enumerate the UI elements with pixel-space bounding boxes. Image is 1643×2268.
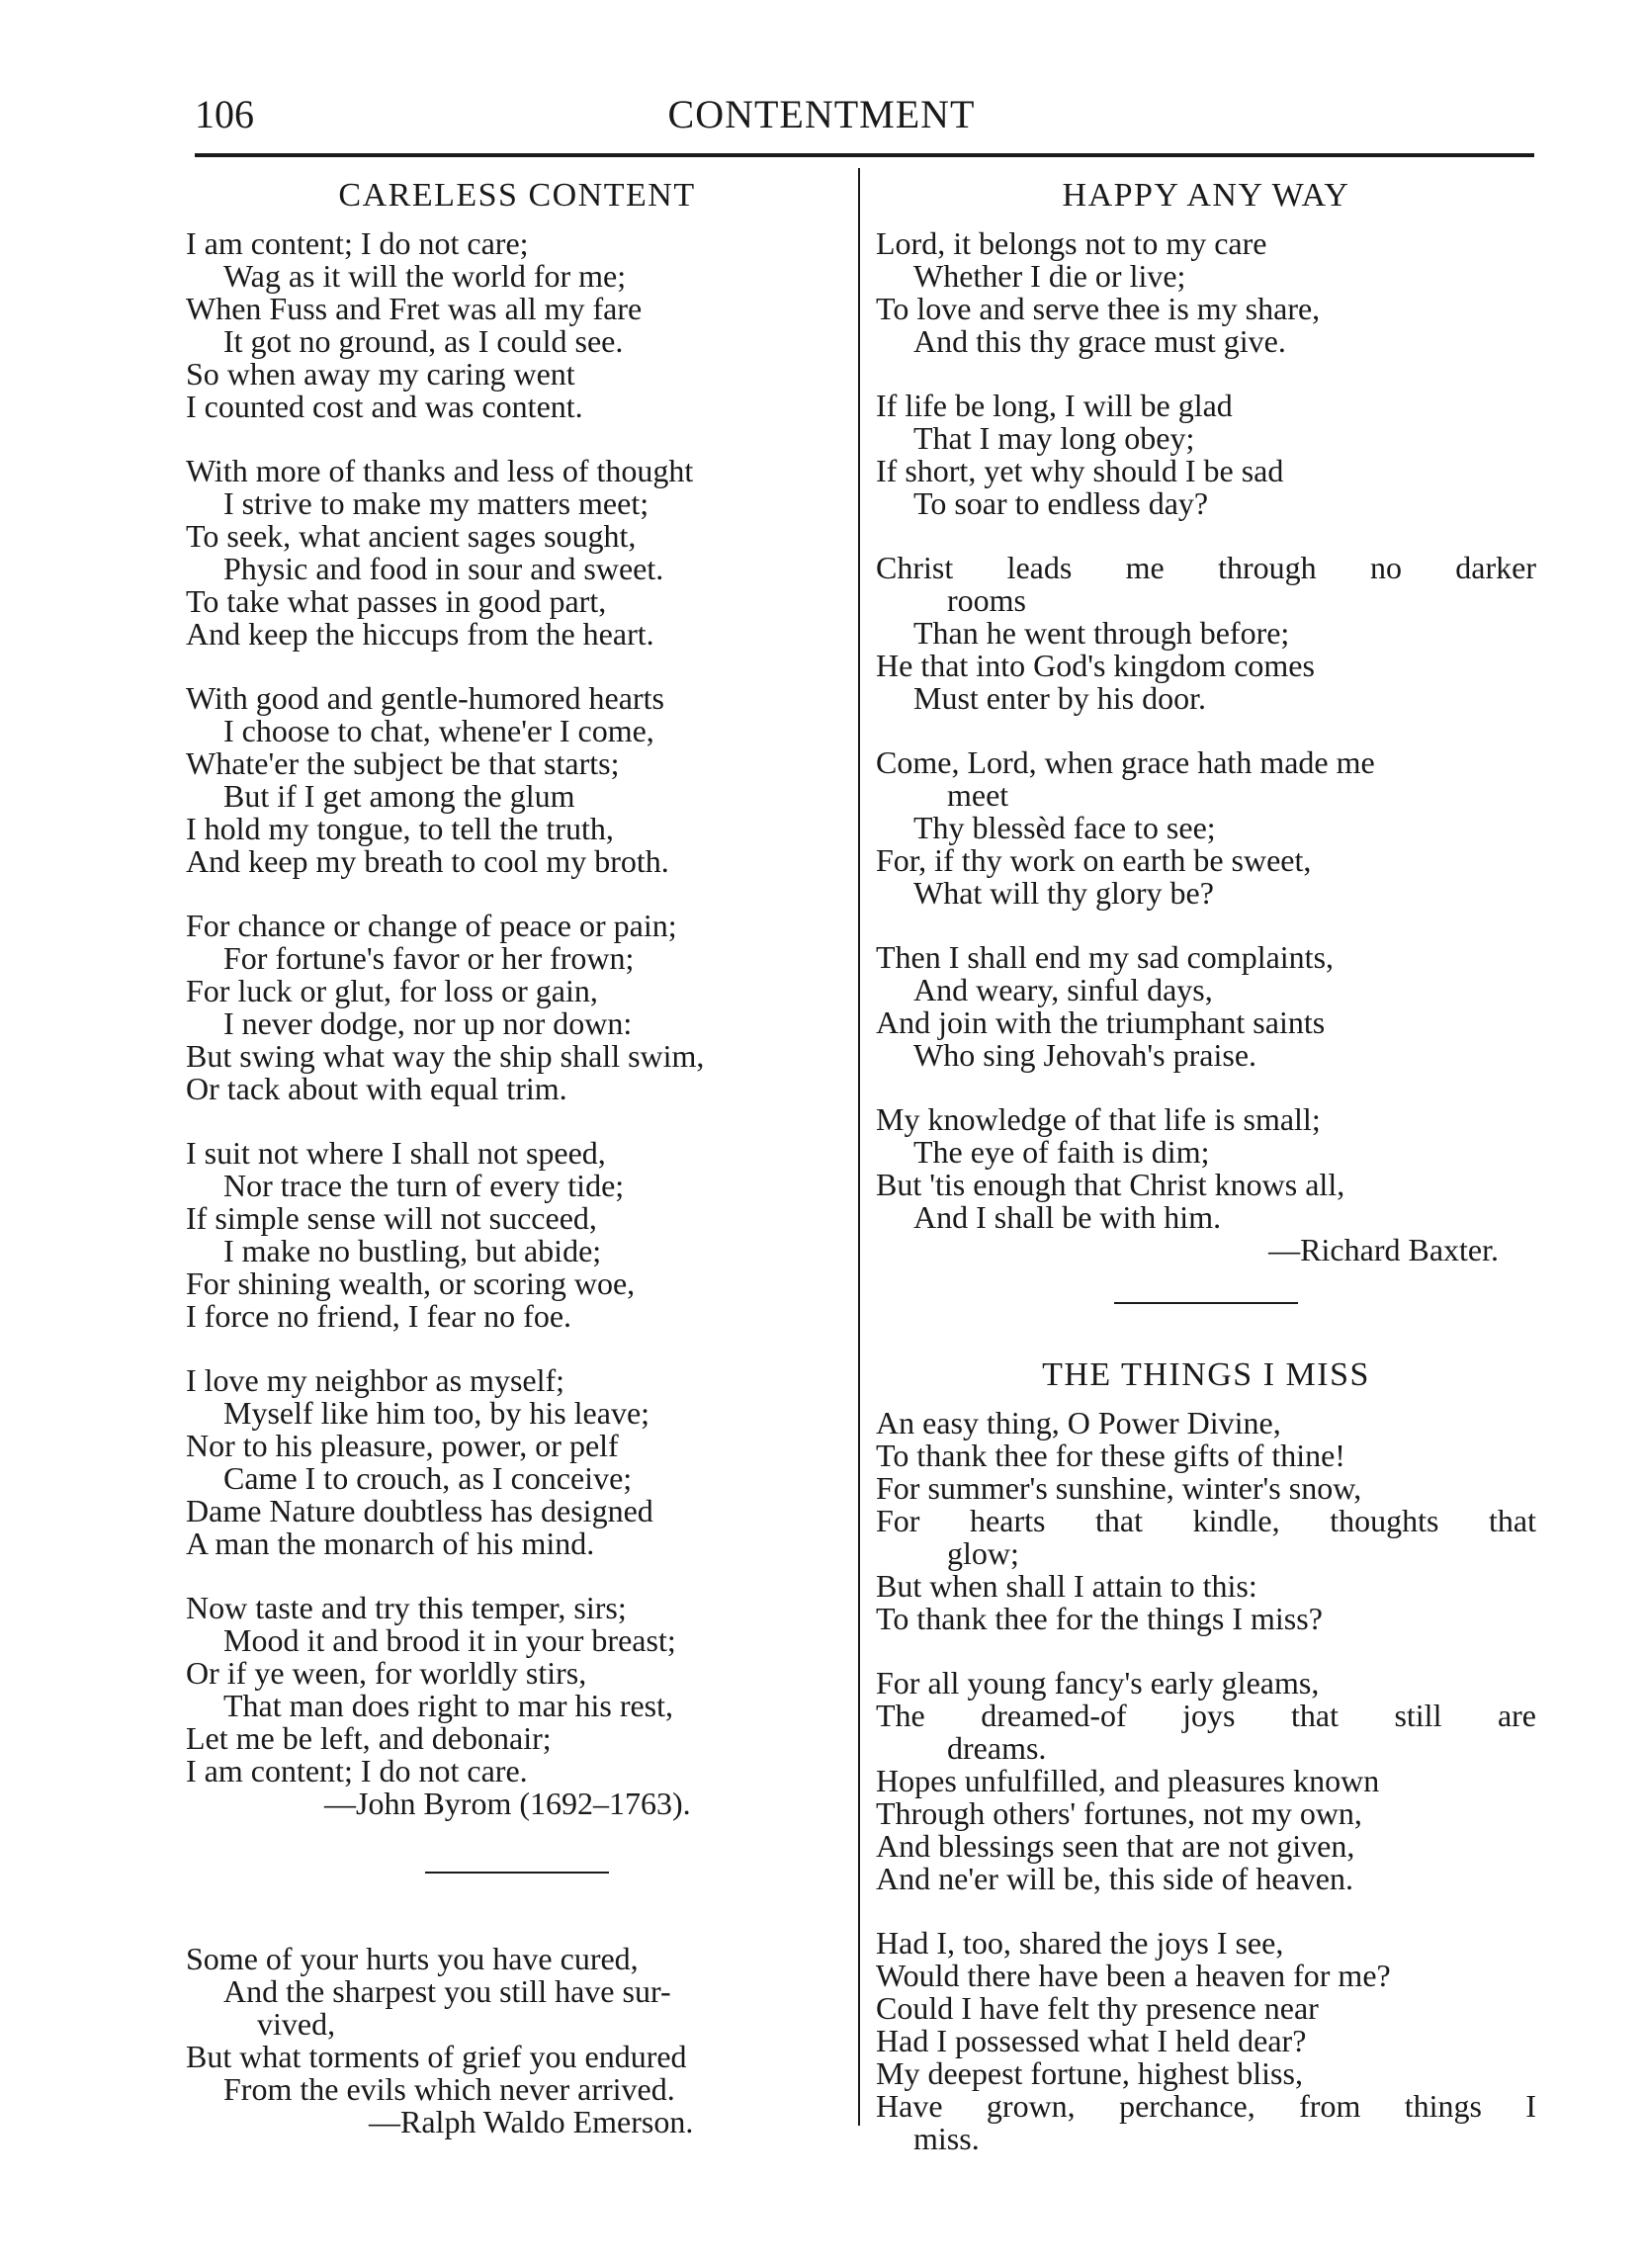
- verse-line: Must enter by his door.: [913, 680, 1206, 716]
- verse-line: For hearts that kindle, thoughts that: [876, 1503, 1536, 1538]
- verse-line: But 'tis enough that Christ knows all,: [876, 1167, 1345, 1202]
- poem-author: —Ralph Waldo Emerson.: [369, 2104, 694, 2139]
- poem-author: —Richard Baxter.: [1268, 1232, 1499, 1267]
- verse-line: With more of thanks and less of thought: [186, 453, 694, 488]
- verse-line: Now taste and try this temper, sirs;: [186, 1590, 627, 1625]
- verse-line: Physic and food in sour and sweet.: [223, 551, 664, 586]
- verse-line: With good and gentle-humored hearts: [186, 680, 664, 716]
- verse-line: And this thy grace must give.: [913, 323, 1286, 359]
- stanza: [876, 1103, 1536, 1234]
- verse-line: When Fuss and Fret was all my fare: [186, 291, 643, 326]
- verse-line: From the evils which never arrived.: [223, 2071, 675, 2107]
- verse-line: To soar to endless day?: [913, 485, 1209, 521]
- stanza: [186, 227, 848, 423]
- verse-line: For chance or change of peace or pain;: [186, 908, 677, 943]
- stanza: [876, 227, 1536, 358]
- verse-line: Whate'er the subject be that starts;: [186, 745, 620, 781]
- stanza: [186, 1364, 848, 1560]
- stanza: [186, 1137, 848, 1333]
- verse-line: glow;: [947, 1535, 1019, 1571]
- stanza: [876, 1407, 1536, 1635]
- verse-line: Hopes unfulfilled, and pleasures known: [876, 1763, 1380, 1798]
- verse-line: Whether I die or live;: [913, 258, 1186, 294]
- verse-line: Had I possessed what I held dear?: [876, 2023, 1307, 2058]
- verse-line: To seek, what ancient sages sought,: [186, 518, 637, 554]
- verse-line: Mood it and brood it in your breast;: [223, 1622, 676, 1658]
- verse-line: dreams.: [947, 1730, 1047, 1766]
- verse-line: And I shall be with him.: [913, 1199, 1222, 1235]
- verse-line: I never dodge, nor up nor down:: [223, 1005, 633, 1041]
- header-rule: [195, 153, 1534, 157]
- verse-line: For summer's sunshine, winter's snow,: [876, 1470, 1362, 1506]
- verse-line: I am content; I do not care.: [186, 1753, 528, 1788]
- section-separator: [425, 1872, 609, 1874]
- verse-line: For luck or glut, for loss or gain,: [186, 973, 598, 1008]
- verse-line: My knowledge of that life is small;: [876, 1101, 1321, 1137]
- stanza: [876, 552, 1536, 715]
- verse-line: A man the monarch of his mind.: [186, 1526, 595, 1561]
- column-divider: [858, 168, 860, 2126]
- stanza: [876, 746, 1536, 910]
- verse-line: Could I have felt thy presence near: [876, 1990, 1319, 2026]
- verse-line: Christ leads me through no darker: [876, 550, 1536, 585]
- verse-line: Who sing Jehovah's praise.: [913, 1037, 1257, 1073]
- verse-line: To thank thee for the things I miss?: [876, 1601, 1323, 1636]
- verse-line: I make no bustling, but abide;: [223, 1233, 602, 1268]
- stanza: [876, 1667, 1536, 1895]
- verse-line: Would there have been a heaven for me?: [876, 1958, 1391, 1993]
- verse-line: For shining wealth, or scoring woe,: [186, 1265, 636, 1301]
- page-number: 106: [195, 92, 254, 136]
- verse-line: It got no ground, as I could see.: [223, 323, 624, 359]
- verse-line: I choose to chat, whene'er I come,: [223, 713, 654, 748]
- verse-line: Nor to his pleasure, power, or pelf: [186, 1428, 619, 1463]
- verse-line: Than he went through before;: [913, 615, 1290, 651]
- running-title: CONTENTMENT: [667, 92, 976, 136]
- stanza: [876, 1927, 1536, 2155]
- stanza: [186, 682, 848, 878]
- left-column: [186, 176, 848, 2138]
- right-column: [876, 176, 1536, 2155]
- verse-line: And weary, sinful days,: [913, 972, 1213, 1007]
- verse-line: To take what passes in good part,: [186, 583, 607, 619]
- stanza: [876, 390, 1536, 520]
- verse-line: An easy thing, O Power Divine,: [876, 1405, 1281, 1440]
- poem-title: HAPPY ANY WAY: [1062, 177, 1350, 214]
- verse-line: For all young fancy's early gleams,: [876, 1665, 1320, 1701]
- verse-line: If short, yet why should I be sad: [876, 453, 1284, 488]
- poem-title: CARELESS CONTENT: [338, 177, 696, 214]
- verse-line: And ne'er will be, this side of heaven.: [876, 1861, 1353, 1896]
- verse-line: Some of your hurts you have cured,: [186, 1941, 639, 1976]
- verse-line: I hold my tongue, to tell the truth,: [186, 811, 614, 846]
- verse-line: Let me be left, and debonair;: [186, 1720, 552, 1756]
- stanza: [186, 910, 848, 1105]
- verse-line: And keep the hiccups from the heart.: [186, 616, 654, 652]
- verse-line: Come, Lord, when grace hath made me: [876, 744, 1375, 780]
- verse-line: Came I to crouch, as I conceive;: [223, 1460, 633, 1496]
- verse-line: Or tack about with equal trim.: [186, 1071, 567, 1106]
- verse-line: Had I, too, shared the joys I see,: [876, 1925, 1284, 1961]
- section-separator: [1114, 1302, 1298, 1304]
- stanza: [186, 455, 848, 651]
- verse-line: But when shall I attain to this:: [876, 1568, 1257, 1604]
- verse-line: Wag as it will the world for me;: [223, 258, 627, 294]
- verse-line: I force no friend, I fear no foe.: [186, 1298, 572, 1334]
- verse-line: For fortune's favor or her frown;: [223, 940, 635, 976]
- verse-line: I love my neighbor as myself;: [186, 1362, 565, 1398]
- verse-line: The dreamed-of joys that still are: [876, 1698, 1536, 1733]
- verse-line: What will thy glory be?: [913, 875, 1214, 911]
- verse-line: He that into God's kingdom comes: [876, 648, 1315, 683]
- verse-line: Dame Nature doubtless has designed: [186, 1493, 653, 1528]
- verse-line: Thy blessèd face to see;: [913, 810, 1216, 845]
- verse-line: That man does right to mar his rest,: [223, 1688, 674, 1723]
- verse-line: That I may long obey;: [913, 420, 1195, 456]
- verse-line: And join with the triumphant saints: [876, 1004, 1326, 1040]
- verse-line: Myself like him too, by his leave;: [223, 1395, 650, 1431]
- verse-line: Nor trace the turn of every tide;: [223, 1168, 625, 1203]
- verse-line: I am content; I do not care;: [186, 225, 529, 261]
- verse-line: Lord, it belongs not to my care: [876, 225, 1267, 261]
- stanza: [186, 1592, 848, 1788]
- stanza: [876, 941, 1536, 1072]
- verse-line: Or if ye ween, for worldly stirs,: [186, 1655, 587, 1691]
- verse-line: If simple sense will not succeed,: [186, 1200, 597, 1236]
- verse-line: The eye of faith is dim;: [913, 1134, 1210, 1170]
- verse-line: To thank thee for these gifts of thine!: [876, 1438, 1345, 1473]
- verse-line: Have grown, perchance, from things I: [876, 2088, 1536, 2124]
- verse-line: I counted cost and was content.: [186, 389, 583, 424]
- verse-line: For, if thy work on earth be sweet,: [876, 842, 1312, 878]
- verse-line: So when away my caring went: [186, 356, 575, 392]
- verse-line: And blessings seen that are not given,: [876, 1828, 1355, 1864]
- verse-line: I strive to make my matters meet;: [223, 485, 649, 521]
- verse-line: But if I get among the glum: [223, 778, 575, 814]
- verse-line: To love and serve thee is my share,: [876, 291, 1321, 326]
- poem-author: —John Byrom (1692–1763).: [324, 1786, 691, 1821]
- verse-line: miss.: [913, 2121, 980, 2156]
- stanza: [186, 1943, 848, 2106]
- verse-line: If life be long, I will be glad: [876, 388, 1233, 423]
- verse-line: Then I shall end my sad complaints,: [876, 939, 1335, 975]
- verse-line: But swing what way the ship shall swim,: [186, 1038, 705, 1074]
- verse-line: rooms: [947, 582, 1026, 618]
- verse-line: But what torments of grief you endured: [186, 2039, 687, 2074]
- verse-line: And keep my breath to cool my broth.: [186, 843, 669, 879]
- poem-title: THE THINGS I MISS: [1042, 1356, 1370, 1393]
- verse-line: And the sharpest you still have sur-: [223, 1973, 671, 2009]
- verse-line: vived,: [257, 2006, 336, 2042]
- verse-line: My deepest fortune, highest bliss,: [876, 2055, 1303, 2091]
- verse-line: meet: [947, 777, 1009, 813]
- verse-line: I suit not where I shall not speed,: [186, 1135, 606, 1171]
- verse-line: Through others' fortunes, not my own,: [876, 1795, 1362, 1831]
